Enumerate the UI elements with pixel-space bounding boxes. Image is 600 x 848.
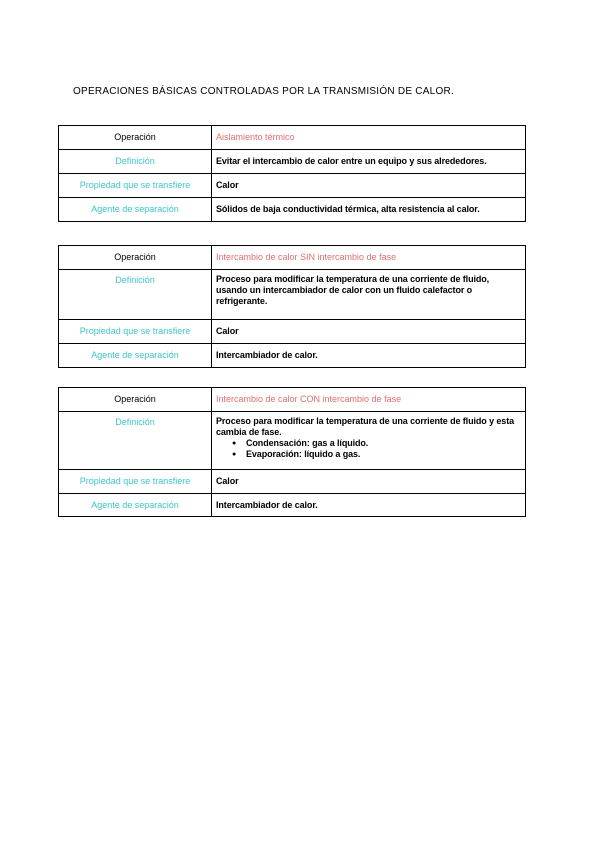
table-row-operation [59, 246, 526, 270]
property-text: Calor [216, 180, 239, 190]
row-label-definition: Definición [59, 150, 212, 174]
property-value [212, 470, 526, 494]
operation-table-1 [58, 125, 526, 222]
separation-text: Intercambiador de calor. [216, 499, 318, 510]
table-row-operation [59, 126, 526, 150]
operation-name: Aislamiento térmico [212, 126, 526, 150]
row-label-definition: Definición [59, 270, 212, 320]
table-row-property [59, 174, 526, 198]
list-item: ● Condensación: gas a líquido. [246, 438, 521, 449]
row-label-separation: Agente de separación [59, 344, 212, 368]
row-label-property: Propiedad que se transfiere [59, 320, 212, 344]
table-row-separation [59, 198, 526, 222]
definition-list [216, 438, 521, 460]
separation-text: Intercambiador de calor. [216, 350, 318, 360]
property-value [212, 174, 526, 198]
operation-name: Intercambio de calor CON intercambio de fase [212, 388, 526, 412]
table-row-property [59, 320, 526, 344]
row-label-operation: Operación [59, 126, 212, 150]
property-value [212, 320, 526, 344]
property-text: Calor [216, 326, 239, 336]
table-row-property [59, 470, 526, 494]
row-label-operation: Operación [59, 388, 212, 412]
table-row-definition [59, 270, 526, 320]
operation-table-2 [58, 245, 526, 368]
definition-value [212, 412, 526, 470]
table-row-definition [59, 412, 526, 470]
table-row-separation [59, 344, 526, 368]
definition-text: Proceso para modificar la temperatura de una corriente de fluido, usando un intercambiador de calor con un fluido calefactor o refrigerante. [216, 274, 490, 306]
row-label-property: Propiedad que se transfiere [59, 470, 212, 494]
row-label-separation: Agente de separación [59, 494, 212, 517]
separation-value [212, 198, 526, 222]
table-row-operation [59, 388, 526, 412]
row-label-operation: Operación [59, 246, 212, 270]
row-label-separation: Agente de separación [59, 198, 212, 222]
operation-table-3 [58, 387, 526, 517]
separation-value [212, 494, 526, 517]
table-row-separation [59, 494, 526, 517]
row-label-property: Propiedad que se transfiere [59, 174, 212, 198]
separation-text: Sólidos de baja conductividad térmica, alta resistencia al calor. [216, 204, 480, 214]
property-text: Calor [216, 476, 239, 486]
row-label-definition: Definición [59, 412, 212, 470]
list-item: ● Evaporación: líquido a gas. [246, 449, 521, 460]
definition-value [212, 150, 526, 174]
operation-name: Intercambio de calor SIN intercambio de fase [212, 246, 526, 270]
definition-text: Proceso para modificar la temperatura de una corriente de fluido y esta cambia de fase. [216, 416, 514, 437]
definition-value [212, 270, 526, 320]
separation-value [212, 344, 526, 368]
definition-text: Evitar el intercambio de calor entre un equipo y sus alrededores. [216, 156, 487, 166]
table-row-definition [59, 150, 526, 174]
page-title: OPERACIONES BÁSICAS CONTROLADAS POR LA TRANSMISIÓN DE CALOR. [73, 86, 455, 97]
